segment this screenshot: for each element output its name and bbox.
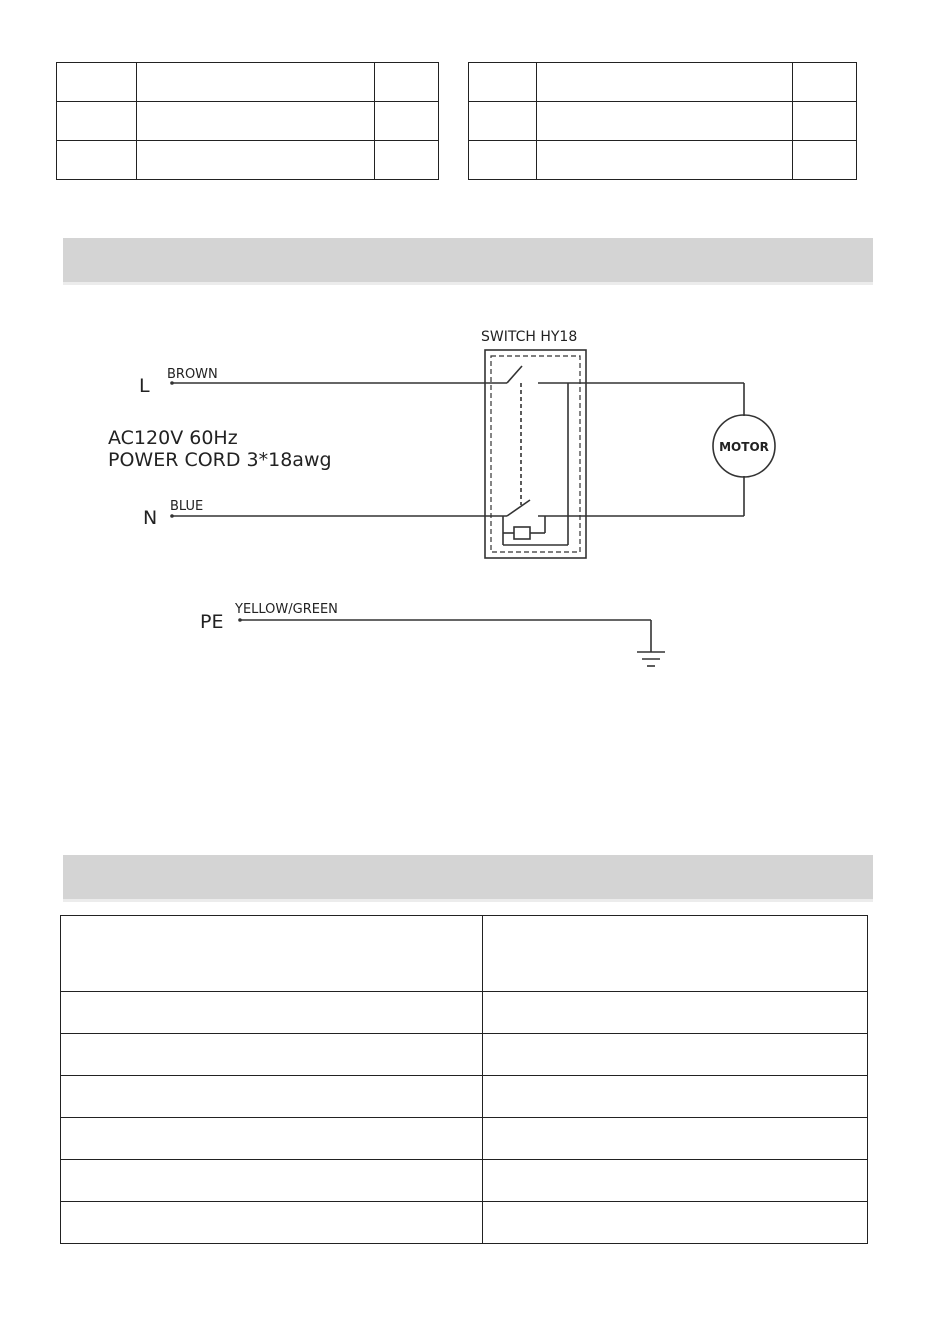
supply-line1: AC120V 60Hz: [108, 427, 238, 449]
wire-brown-label: BROWN: [167, 367, 218, 382]
table-cell: [61, 1202, 483, 1244]
table-cell: [61, 1118, 483, 1160]
table-cell: [375, 102, 439, 141]
table-row: [61, 1160, 868, 1202]
relay-coil: [514, 527, 530, 539]
parts-table-right: [468, 62, 857, 180]
table-cell: [537, 141, 793, 180]
table-row: [57, 102, 439, 141]
table-cell: [469, 63, 537, 102]
table-cell: [375, 141, 439, 180]
table-cell: [483, 1160, 868, 1202]
switch-inner-box: [491, 356, 580, 552]
table-row: [61, 1034, 868, 1076]
table-cell: [483, 1118, 868, 1160]
table-cell: [61, 1034, 483, 1076]
wire-blue-label: BLUE: [170, 499, 204, 514]
table-cell: [483, 1034, 868, 1076]
table-cell: [483, 1076, 868, 1118]
table-cell: [61, 992, 483, 1034]
table-cell: [483, 992, 868, 1034]
table-cell: [537, 63, 793, 102]
supply-line2: POWER CORD 3*18awg: [108, 449, 332, 471]
table-header-cell: [61, 916, 483, 992]
table-cell: [61, 1076, 483, 1118]
motor-label: MOTOR: [719, 440, 769, 454]
table-cell: [793, 63, 857, 102]
table-cell: [537, 102, 793, 141]
table-row: [57, 63, 439, 102]
table-row: [469, 141, 857, 180]
table-row: [57, 141, 439, 180]
terminal-pe-dot: [238, 618, 242, 622]
contact-top: [507, 366, 522, 383]
terminal-n-label: N: [143, 507, 158, 529]
parts-table-left: [56, 62, 439, 180]
table-cell: [469, 102, 537, 141]
table-cell: [57, 102, 137, 141]
wiring-diagram: [0, 300, 933, 690]
table-header-cell: [483, 916, 868, 992]
contact-bottom: [507, 500, 530, 516]
table-cell: [793, 141, 857, 180]
table-header-row: [61, 916, 868, 992]
table-cell: [469, 141, 537, 180]
table-cell: [483, 1202, 868, 1244]
table-cell: [793, 102, 857, 141]
terminal-pe-label: PE: [200, 611, 224, 633]
terminal-n-dot: [170, 514, 174, 518]
table-row: [469, 102, 857, 141]
wiring-section-header: [63, 238, 873, 285]
table-row: [61, 1118, 868, 1160]
table-row: [61, 992, 868, 1034]
table-cell: [57, 141, 137, 180]
table-cell: [61, 1160, 483, 1202]
table-row: [469, 63, 857, 102]
table-cell: [137, 102, 375, 141]
table-cell: [57, 63, 137, 102]
table-cell: [137, 63, 375, 102]
wire-pe-label: YELLOW/GREEN: [235, 602, 338, 617]
table-row: [61, 1076, 868, 1118]
table-row: [61, 1202, 868, 1244]
switch-label: SWITCH HY18: [481, 329, 578, 345]
terminal-l-label: L: [139, 375, 150, 397]
table-cell: [375, 63, 439, 102]
table-cell: [137, 141, 375, 180]
troubleshooting-table: [60, 915, 868, 1244]
switch-box: [485, 350, 586, 558]
troubleshooting-section-header: [63, 855, 873, 902]
